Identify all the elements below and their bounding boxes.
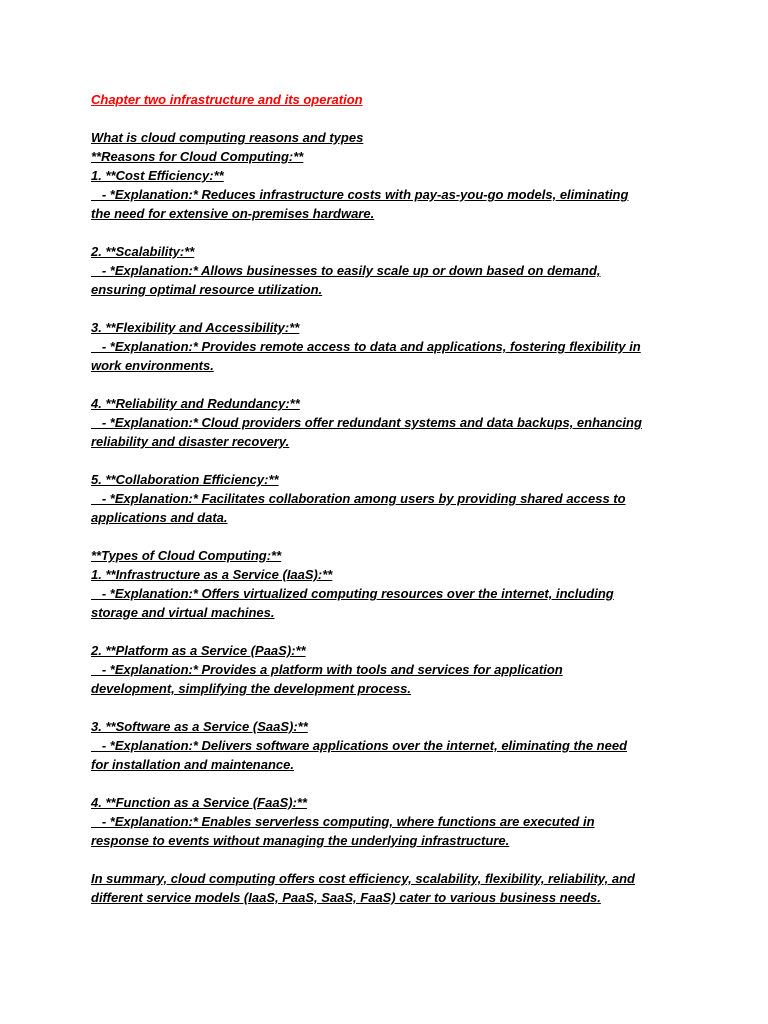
type-2-explanation-cont: development, simplifying the development process. [91,681,412,696]
reason-3-title: 3. **Flexibility and Accessibility:** [91,320,300,335]
summary-line-2: different service models (IaaS, PaaS, SaaS, FaaS) cater to various business needs. [91,890,601,905]
reason-1-title: 1. **Cost Efficiency:** [91,168,224,183]
spacer [91,375,691,394]
reason-4-explanation: - *Explanation:* Cloud providers offer redundant systems and data backups, enhancing [91,415,642,430]
reason-1-explanation-cont: the need for extensive on-premises hardware. [91,206,375,221]
type-3-explanation: - *Explanation:* Delivers software applications over the internet, eliminating the need [91,738,628,753]
type-1-explanation-cont: storage and virtual machines. [91,605,275,620]
spacer [91,850,691,869]
spacer [91,109,691,128]
reason-5-title: 5. **Collaboration Efficiency:** [91,472,279,487]
type-3-title: 3. **Software as a Service (SaaS):** [91,719,308,734]
spacer [91,698,691,717]
spacer [91,622,691,641]
reason-1-explanation: - *Explanation:* Reduces infrastructure costs with pay-as-you-go models, eliminating [91,187,629,202]
spacer [91,223,691,242]
type-2-title: 2. **Platform as a Service (PaaS):** [91,643,306,658]
reason-2-explanation: - *Explanation:* Allows businesses to easily scale up or down based on demand, [91,263,601,278]
reason-5-explanation: - *Explanation:* Facilitates collaboration among users by providing shared access to [91,491,626,506]
reason-3-explanation-cont: work environments. [91,358,214,373]
spacer [91,299,691,318]
document-title: Chapter two infrastructure and its operation [91,92,363,107]
reason-5-explanation-cont: applications and data. [91,510,228,525]
section-heading: What is cloud computing reasons and types [91,130,364,145]
document-page [91,90,691,907]
type-2-explanation: - *Explanation:* Provides a platform with tools and services for application [91,662,563,677]
type-4-title: 4. **Function as a Service (FaaS):** [91,795,308,810]
type-1-explanation: - *Explanation:* Offers virtualized computing resources over the internet, including [91,586,614,601]
spacer [91,451,691,470]
summary-line-1: In summary, cloud computing offers cost efficiency, scalability, flexibility, reliability, and [91,871,635,886]
reason-4-explanation-cont: reliability and disaster recovery. [91,434,290,449]
type-4-explanation-cont: response to events without managing the underlying infrastructure. [91,833,510,848]
type-3-explanation-cont: for installation and maintenance. [91,757,294,772]
reason-4-title: 4. **Reliability and Redundancy:** [91,396,300,411]
reason-3-explanation: - *Explanation:* Provides remote access to data and applications, fostering flexibility in [91,339,641,354]
types-heading: **Types of Cloud Computing:** [91,548,282,563]
reason-2-title: 2. **Scalability:** [91,244,195,259]
spacer [91,774,691,793]
type-4-explanation: - *Explanation:* Enables serverless computing, where functions are executed in [91,814,595,829]
type-1-title: 1. **Infrastructure as a Service (IaaS):** [91,567,333,582]
reason-2-explanation-cont: ensuring optimal resource utilization. [91,282,323,297]
spacer [91,527,691,546]
reasons-heading: **Reasons for Cloud Computing:** [91,149,304,164]
